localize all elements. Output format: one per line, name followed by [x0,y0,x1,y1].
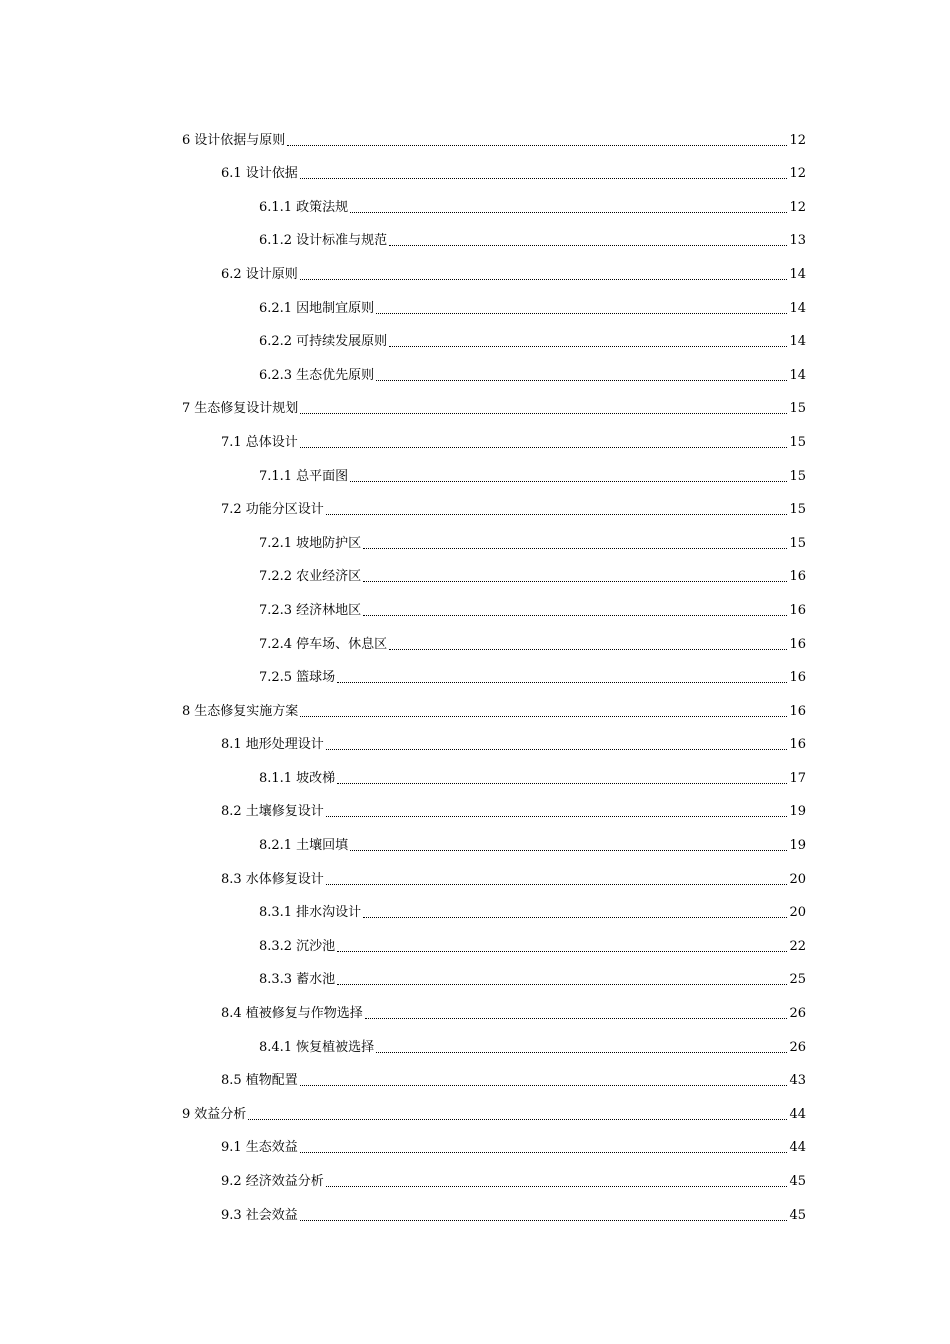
toc-entry-title: 排水沟设计 [296,905,362,921]
toc-entry-page-number: 44 [789,1106,806,1122]
toc-entry-title: 生态修复设计规划 [194,401,299,417]
toc-entry[interactable] [182,386,806,420]
toc-dot-leader [350,480,787,482]
toc-entry-page-number: 19 [789,804,806,820]
toc-entry-number: 7.2.5 [259,670,293,686]
toc-entry[interactable] [182,117,806,151]
toc-entry[interactable] [182,1192,806,1226]
toc-entry-page-number: 14 [789,300,806,316]
toc-entry-title: 水体修复设计 [245,871,324,887]
toc-entry-page-number: 14 [789,367,806,383]
toc-entry-title: 土壤回填 [296,838,349,854]
toc-entry-number: 6.2.2 [259,334,293,350]
toc-entry-page-number: 44 [789,1140,806,1156]
toc-entry-number: 6.2.1 [259,300,293,316]
toc-dot-leader [300,412,787,414]
toc-entry-title: 植物配置 [245,1073,298,1089]
toc-entry[interactable] [182,1158,806,1192]
toc-dot-leader [300,715,787,717]
toc-entry-page-number: 12 [789,199,806,215]
toc-entry-number: 9.3 [221,1207,242,1223]
toc-entry-title: 总平面图 [296,468,349,484]
toc-entry-title: 恢复植被选择 [296,1039,375,1055]
toc-entry-title: 经济效益分析 [245,1174,324,1189]
toc-entry[interactable] [182,722,806,756]
toc-dot-leader [350,849,787,851]
toc-entry[interactable] [182,789,806,823]
toc-entry-page-number: 25 [789,972,806,988]
toc-entry-page-number: 16 [789,737,806,753]
toc-dot-leader [248,1118,787,1120]
toc-dot-leader [337,983,787,985]
toc-entry-number: 8 [182,703,191,719]
toc-entry[interactable] [182,285,806,319]
toc-dot-leader [300,446,788,448]
toc-entry-title: 生态修复实施方案 [194,703,299,719]
toc-entry-title: 坡地防护区 [296,535,362,551]
toc-entry-number: 7.1 [221,434,242,450]
toc-entry-title: 停车场、休息区 [296,636,388,652]
toc-entry-page-number: 16 [789,602,806,618]
toc-entry-page-number: 14 [789,266,806,282]
toc-dot-leader [350,211,787,213]
toc-entry-number: 6.1.1 [259,199,293,215]
toc-entry[interactable] [182,990,806,1024]
toc-entry[interactable] [182,923,806,957]
toc-entry-number: 7 [182,401,191,417]
toc-entry-page-number: 26 [789,1039,806,1055]
toc-entry-number: 7.2.1 [259,535,293,551]
toc-dot-leader [300,1151,788,1153]
toc-entry-number: 8.2 [221,804,242,820]
toc-entry-title: 篮球场 [296,670,336,686]
toc-entry-page-number: 14 [789,334,806,350]
toc-entry-page-number: 20 [789,905,806,921]
toc-entry-page-number: 22 [789,938,806,954]
toc-entry[interactable] [182,319,806,353]
toc-entry[interactable] [182,520,806,554]
toc-entry-page-number: 45 [789,1174,806,1189]
toc-dot-leader [365,1017,788,1019]
toc-dot-leader [389,345,787,347]
toc-entry[interactable] [182,151,806,185]
toc-dot-leader [376,379,787,381]
toc-entry-page-number: 15 [789,468,806,484]
toc-entry-title: 生态效益 [245,1140,298,1156]
toc-entry-page-number: 20 [789,871,806,887]
toc-entry[interactable] [182,957,806,991]
toc-entry-page-number: 15 [789,434,806,450]
toc-dot-leader [300,1219,788,1221]
toc-dot-leader [300,1084,788,1086]
toc-entry[interactable] [182,1125,806,1159]
toc-entry[interactable] [182,487,806,521]
toc-entry-page-number: 16 [789,636,806,652]
toc-entry[interactable] [182,1091,806,1125]
toc-entry[interactable] [182,822,806,856]
toc-dot-leader [337,681,787,683]
toc-entry-number: 7.2.3 [259,602,293,618]
toc-entry-number: 7.2.4 [259,636,293,652]
toc-dot-leader [326,1185,788,1187]
toc-dot-leader [326,513,788,515]
toc-entry[interactable] [182,688,806,722]
toc-entry-number: 8.1 [221,737,242,753]
toc-entry-title: 设计依据与原则 [194,132,286,148]
toc-entry-page-number: 45 [789,1207,806,1223]
toc-entry-number: 8.3.1 [259,905,293,921]
toc-entry-title: 地形处理设计 [245,737,324,753]
toc-entry-title: 经济林地区 [296,602,362,618]
toc-entry-number: 8.3.3 [259,972,293,988]
toc-entry[interactable] [182,218,806,252]
toc-entry-page-number: 12 [789,166,806,182]
toc-entry-number: 6.1.2 [259,233,293,249]
toc-entry[interactable] [182,352,806,386]
toc-entry-page-number: 16 [789,703,806,719]
toc-entry[interactable] [182,251,806,285]
toc-entry-number: 6.2.3 [259,367,293,383]
toc-dot-leader [363,614,787,616]
toc-entry-title: 政策法规 [296,199,349,215]
toc-entry-page-number: 16 [789,670,806,686]
toc-entry-title: 农业经济区 [296,569,362,585]
toc-entry-page-number: 43 [789,1073,806,1089]
toc-entry-title: 土壤修复设计 [245,804,324,820]
toc-dot-leader [363,580,787,582]
toc-entry-number: 9.1 [221,1140,242,1156]
toc-dot-leader [337,782,787,784]
toc-entry-page-number: 13 [789,233,806,249]
toc-dot-leader [326,748,788,750]
toc-entry-number: 7.2 [221,502,242,518]
toc-dot-leader [326,815,788,817]
toc-entry-number: 6 [182,132,191,148]
toc-entry[interactable] [182,621,806,655]
toc-entry[interactable] [182,655,806,689]
toc-entry-page-number: 15 [789,502,806,518]
toc-entry[interactable] [182,554,806,588]
toc-entry-number: 8.3.2 [259,938,293,954]
toc-entry[interactable] [182,1058,806,1092]
toc-entry-number: 6.1 [221,166,242,182]
toc-dot-leader [363,916,787,918]
toc-entry-page-number: 15 [789,401,806,417]
toc-entry[interactable] [182,755,806,789]
toc-entry-title: 社会效益 [245,1207,298,1223]
table-of-contents [182,117,806,1226]
toc-entry[interactable] [182,856,806,890]
toc-dot-leader [287,144,787,146]
toc-entry-number: 8.3 [221,871,242,887]
toc-dot-leader [300,177,788,179]
toc-dot-leader [389,244,787,246]
toc-entry-page-number: 16 [789,569,806,585]
toc-entry-title: 设计依据 [245,166,298,182]
toc-entry-page-number: 17 [789,770,806,786]
toc-entry-number: 6.2 [221,266,242,282]
toc-entry-number: 8.1.1 [259,770,293,786]
toc-entry-number: 9 [182,1106,191,1122]
toc-dot-leader [363,547,787,549]
toc-entry-title: 总体设计 [245,434,298,450]
toc-entry-number: 8.5 [221,1073,242,1089]
toc-dot-leader [337,950,787,952]
toc-entry-title: 植被修复与作物选择 [245,1006,363,1022]
toc-entry-number: 8.4.1 [259,1039,293,1055]
toc-entry-number: 8.4 [221,1006,242,1022]
toc-dot-leader [376,312,787,314]
toc-entry-title: 可持续发展原则 [296,334,388,350]
toc-entry-title: 设计原则 [245,266,298,282]
toc-dot-leader [326,883,788,885]
toc-entry[interactable] [182,419,806,453]
toc-entry[interactable] [182,1024,806,1058]
toc-entry-title: 效益分析 [194,1106,247,1122]
toc-entry[interactable] [182,890,806,924]
toc-entry-title: 沉沙池 [296,938,336,954]
toc-entry-title: 设计标准与规范 [296,233,388,249]
toc-entry-title: 蓄水池 [296,972,336,988]
toc-dot-leader [389,648,787,650]
toc-entry-number: 7.1.1 [259,468,293,484]
toc-entry-page-number: 26 [789,1006,806,1022]
toc-entry[interactable] [182,453,806,487]
toc-entry-page-number: 12 [789,132,806,148]
toc-entry-title: 坡改梯 [296,770,336,786]
toc-entry-title: 功能分区设计 [245,502,324,518]
toc-dot-leader [300,278,788,280]
toc-entry[interactable] [182,184,806,218]
toc-entry[interactable] [182,587,806,621]
toc-entry-page-number: 19 [789,838,806,854]
toc-entry-number: 7.2.2 [259,569,293,585]
toc-entry-page-number: 15 [789,535,806,551]
toc-entry-number: 8.2.1 [259,838,293,854]
toc-entry-title: 因地制宜原则 [296,300,375,316]
toc-dot-leader [376,1051,787,1053]
toc-entry-number: 9.2 [221,1174,242,1189]
toc-entry-title: 生态优先原则 [296,367,375,383]
